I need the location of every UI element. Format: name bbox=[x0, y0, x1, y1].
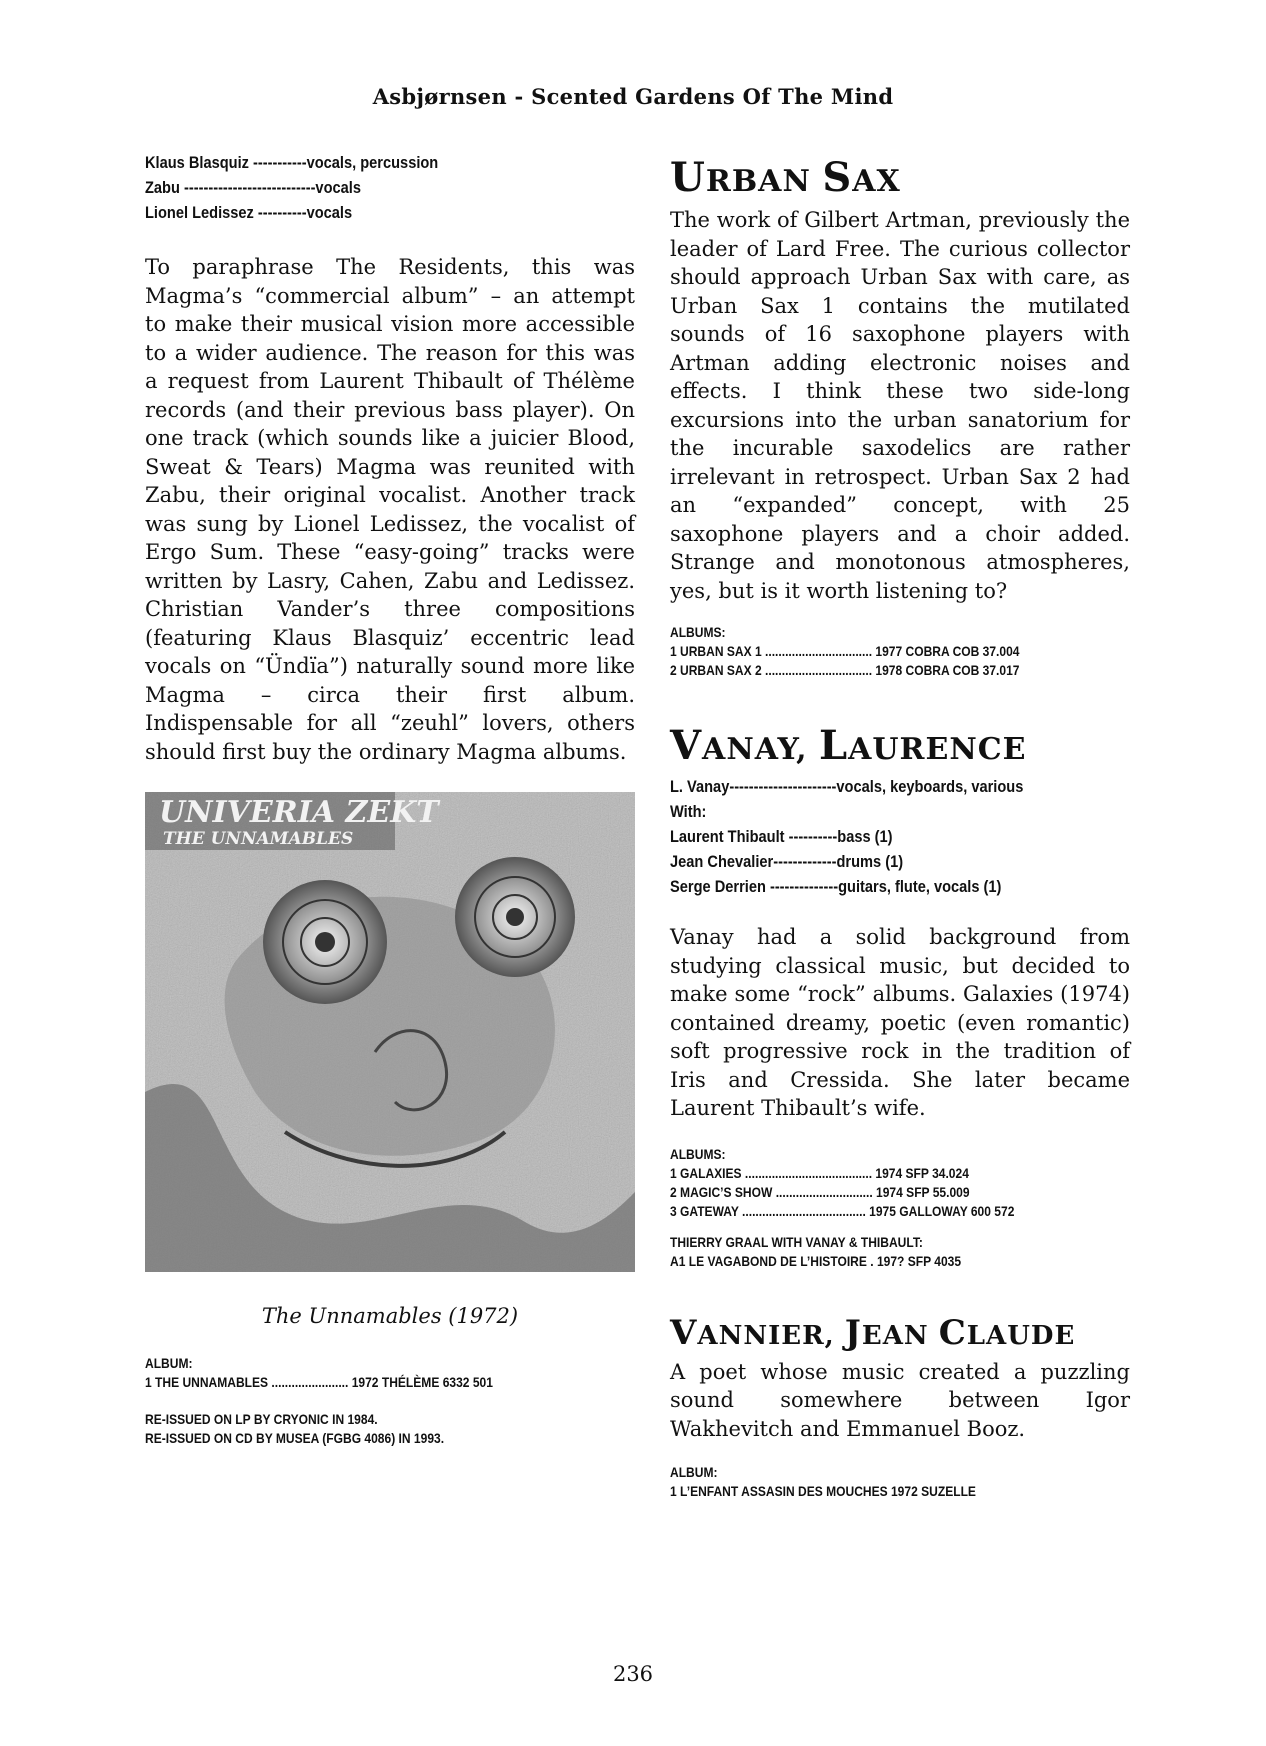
album-row: 1 URBAN SAX 1 ................................ 1977 COBRA COB 37.004 bbox=[670, 643, 1020, 659]
lineup-row: Zabu ---------------------------vocals bbox=[145, 178, 361, 197]
urban-sax-heading: URBAN SAX bbox=[670, 154, 901, 201]
vanay-lineup bbox=[670, 774, 1066, 899]
album-heading: ALBUM: bbox=[670, 1464, 718, 1480]
page-number: 236 bbox=[612, 1662, 654, 1686]
left-column bbox=[145, 150, 635, 1448]
cover-album-title: THE UNNAMABLES bbox=[163, 829, 354, 849]
albums-heading: ALBUMS: bbox=[670, 1145, 726, 1162]
albums-heading: ALBUMS: bbox=[670, 624, 726, 640]
lineup-row: Laurent Thibault ----------bass (1) bbox=[670, 827, 893, 846]
urban-sax-discography bbox=[670, 623, 1066, 680]
cover-band-name: UNIVERIA ZEKT bbox=[159, 795, 439, 830]
album-heading: ALBUM: bbox=[145, 1355, 193, 1371]
lineup-row: Jean Chevalier-------------drums (1) bbox=[670, 852, 904, 871]
running-head: Asbjørnsen - Scented Gardens Of The Mind bbox=[372, 84, 894, 109]
album-row: 1 GALAXIES ...................................... 1974 SFP 34.024 bbox=[670, 1164, 969, 1181]
lineup-row: With: bbox=[670, 802, 707, 821]
magma-discography bbox=[145, 1354, 566, 1392]
magma-lineup bbox=[145, 150, 566, 225]
urban-sax-review: The work of Gilbert Artman, previously the leader of Lard Free. The curious collector should approach Urban Sax with care, as Urban Sax 1 contains the mutilated sounds of 16 saxophone players with Artman adding electronic noises and effects. I think these two side-long excursions into the urban sanatorium for the incurable saxodelics are rather irrelevant in retrospect. Urban Sax 2 had an “expanded” concept, with 25 saxophone players and a choir added. Strange and monotonous atmospheres, yes, but is it worth listening to? bbox=[670, 208, 1130, 603]
lineup-row: Lionel Ledissez ----------vocals bbox=[145, 203, 353, 222]
reissue-row: RE-ISSUED ON CD BY MUSEA (FGBG 4086) IN 1993. bbox=[145, 1430, 445, 1446]
vanay-discography bbox=[670, 1145, 1066, 1221]
album-cover-image bbox=[145, 792, 635, 1272]
album-row: 1 L’ENFANT ASSASIN DES MOUCHES 1972 SUZELLE bbox=[670, 1483, 976, 1499]
album-cover-artwork bbox=[145, 792, 635, 1272]
right-column bbox=[670, 150, 1130, 1501]
lineup-row: Serge Derrien --------------guitars, flute, vocals (1) bbox=[670, 877, 1002, 896]
reissue-notes bbox=[145, 1410, 566, 1448]
vannier-review: A poet whose music created a puzzling sound somewhere between Igor Wakhevitch and Emmanuel Booz. bbox=[670, 1359, 1130, 1441]
album-row: 2 MAGIC’S SHOW ............................. 1974 SFP 55.009 bbox=[670, 1183, 970, 1200]
magma-review: To paraphrase The Residents, this was Magma’s “commercial album” – an attempt to make their musical vision more accessible to a wider audience. The reason for this was a request from Laurent Thibault of Thélème records (and their previous bass player). On one track (which sounds like a juicier Blood, Sweat & Tears) Magma was reunited with Zabu, their original vocalist. Another track was sung by Lionel Ledissez, the vocalist of Ergo Sum. These “easy-going” tracks were written by Lasry, Cahen, Zabu and Ledissez. Christian Vander’s three compositions (featuring Klaus Blasquiz’ eccentric lead vocals on “Ündïa”) naturally sound more like Magma – circa their first album. Indispensable for all “zeuhl” lovers, others should first buy the ordinary Magma albums. bbox=[145, 255, 635, 764]
vanay-review: Vanay had a solid background from studying classical music, but decided to make some “rock” albums. Galaxies (1974) contained dreamy, poetic (even romantic) soft progressive rock in the tradition of Iris and Cressida. She later became Laurent Thibault’s wife. bbox=[670, 925, 1130, 1120]
album-row: 1 THE UNNAMABLES ....................... 1972 THÉLÈME 6332 501 bbox=[145, 1374, 493, 1390]
lineup-row: Klaus Blasquiz -----------vocals, percussion bbox=[145, 153, 439, 172]
lineup-row: L. Vanay----------------------vocals, keyboards, various bbox=[670, 777, 1024, 796]
extra-heading: THIERRY GRAAL WITH VANAY & THIBAULT: bbox=[670, 1233, 923, 1250]
vanay-extra-discography bbox=[670, 1233, 1066, 1271]
vanay-heading: VANAY, LAURENCE bbox=[670, 722, 1027, 769]
cover-caption: The Unnamables (1972) bbox=[261, 1304, 519, 1328]
vannier-heading: VANNIER, JEAN CLAUDE bbox=[670, 1312, 1076, 1353]
reissue-row: RE-ISSUED ON LP BY CRYONIC IN 1984. bbox=[145, 1411, 378, 1427]
vannier-discography bbox=[670, 1463, 1066, 1501]
album-row: A1 LE VAGABOND DE L’HISTOIRE . 197? SFP 4035 bbox=[670, 1252, 962, 1269]
album-row: 3 GATEWAY ..................................... 1975 GALLOWAY 600 572 bbox=[670, 1202, 1015, 1219]
album-row: 2 URBAN SAX 2 ................................ 1978 COBRA COB 37.017 bbox=[670, 662, 1020, 678]
